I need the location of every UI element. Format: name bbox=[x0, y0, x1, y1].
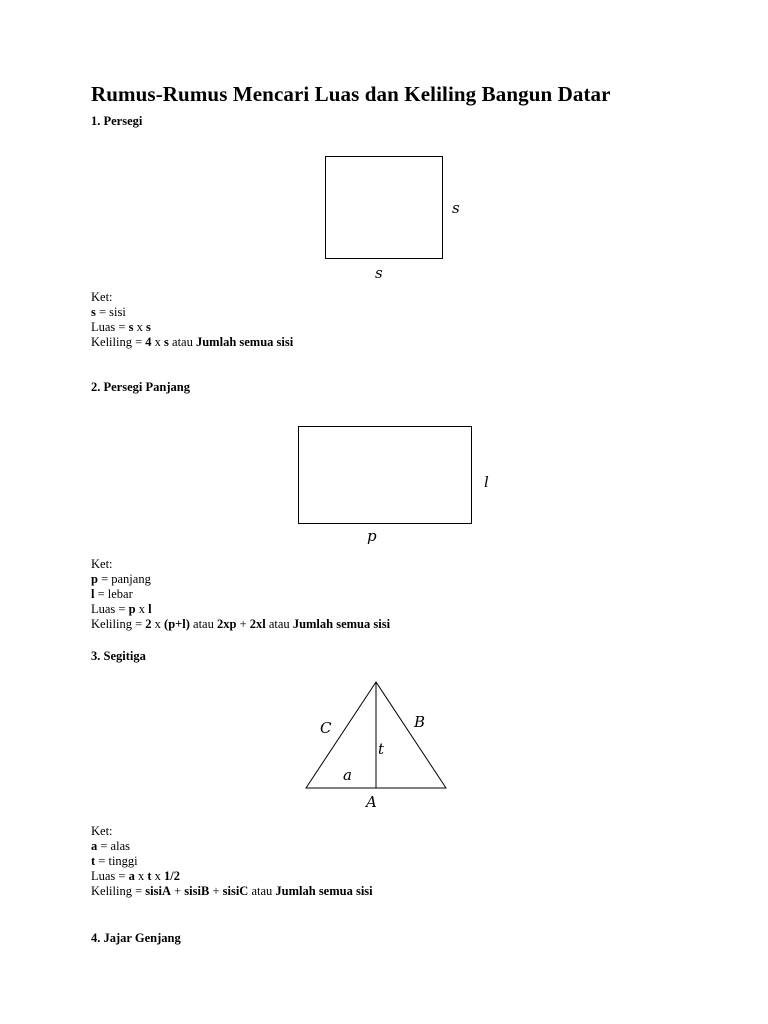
text-run: x bbox=[135, 602, 149, 616]
triangle-base-label: A bbox=[366, 793, 377, 811]
text-run: atau bbox=[189, 617, 217, 631]
section-heading-persegi-panjang: 2. Persegi Panjang bbox=[91, 380, 190, 394]
text-run: = panjang bbox=[97, 572, 151, 586]
square-side-right-label: s bbox=[452, 199, 460, 217]
square-shape bbox=[326, 157, 443, 259]
text-run: Keliling = bbox=[91, 335, 146, 349]
ket-line bbox=[91, 587, 133, 602]
ket-label-persegi-panjang: Ket: bbox=[91, 557, 113, 571]
triangle-side-right-label: B bbox=[414, 713, 426, 731]
bold-text-run: sisiA bbox=[145, 884, 171, 898]
bold-text-run: a bbox=[128, 869, 135, 883]
text-run: = tinggi bbox=[95, 854, 138, 868]
bold-text-run: t bbox=[91, 854, 96, 868]
bold-text-run: Jumlah semua sisi bbox=[292, 617, 391, 631]
text-run: x bbox=[151, 617, 165, 631]
text-run: atau bbox=[248, 884, 276, 898]
bold-text-run: p bbox=[91, 572, 98, 586]
text-run: atau bbox=[265, 617, 293, 631]
bold-text-run: 2 bbox=[145, 617, 152, 631]
bold-text-run: 2xl bbox=[249, 617, 266, 631]
ket-label-persegi: Ket: bbox=[91, 290, 113, 304]
text-run: x bbox=[151, 869, 165, 883]
bold-text-run: l bbox=[91, 587, 95, 601]
rectangle-side-bottom-label: p bbox=[367, 527, 377, 545]
text-run: Luas = bbox=[91, 320, 129, 334]
ket-line bbox=[91, 884, 373, 899]
ket-line bbox=[91, 869, 180, 884]
bold-text-run: l bbox=[148, 602, 152, 616]
ket-label-segitiga: Ket: bbox=[91, 824, 113, 838]
text-run: + bbox=[170, 884, 185, 898]
triangle-height-label: t bbox=[378, 740, 385, 758]
square-side-bottom-label: s bbox=[375, 264, 383, 282]
text-run: Keliling = bbox=[91, 884, 146, 898]
bold-text-run: sisiB bbox=[184, 884, 210, 898]
ket-line bbox=[91, 305, 126, 320]
text-run: Luas = bbox=[91, 602, 129, 616]
text-run: = lebar bbox=[94, 587, 133, 601]
triangle-side-left-label: C bbox=[320, 719, 332, 737]
ket-line bbox=[91, 854, 138, 869]
ket-line bbox=[91, 839, 130, 854]
section-heading-persegi: 1. Persegi bbox=[91, 114, 143, 128]
text-run: x bbox=[151, 335, 165, 349]
bold-text-run: a bbox=[91, 839, 98, 853]
bold-text-run: p bbox=[128, 602, 136, 616]
text-run: + bbox=[209, 884, 223, 898]
rectangle-side-right-label: l bbox=[484, 473, 489, 491]
bold-text-run: Jumlah semua sisi bbox=[275, 884, 373, 898]
bold-text-run: 2xp bbox=[216, 617, 237, 631]
text-run: Keliling = bbox=[91, 617, 146, 631]
ket-line bbox=[91, 572, 151, 587]
ket-line bbox=[91, 602, 152, 617]
bold-text-run: sisiC bbox=[222, 884, 249, 898]
bold-text-run: s bbox=[91, 305, 96, 319]
text-run: + bbox=[236, 617, 250, 631]
text-run: x bbox=[134, 869, 148, 883]
bold-text-run: t bbox=[147, 869, 152, 883]
document-title: Rumus-Rumus Mencari Luas dan Keliling Bangun Datar bbox=[91, 82, 611, 106]
triangle-base-part-label: a bbox=[343, 766, 352, 784]
ket-line bbox=[91, 320, 151, 335]
triangle-shape bbox=[306, 682, 446, 788]
bold-text-run: s bbox=[128, 320, 134, 334]
bold-text-run: s bbox=[164, 335, 169, 349]
text-run: Luas = bbox=[91, 869, 129, 883]
bold-text-run: 4 bbox=[145, 335, 152, 349]
section-heading-jajar-genjang: 4. Jajar Genjang bbox=[91, 931, 181, 945]
bold-text-run: Jumlah semua sisi bbox=[195, 335, 294, 349]
text-run: = sisi bbox=[95, 305, 126, 319]
text-run: atau bbox=[168, 335, 196, 349]
text-run: = alas bbox=[97, 839, 130, 853]
ket-line bbox=[91, 617, 390, 632]
rectangle-shape bbox=[299, 427, 472, 524]
bold-text-run: s bbox=[145, 320, 151, 334]
bold-text-run: 1/2 bbox=[164, 869, 181, 883]
section-heading-segitiga: 3. Segitiga bbox=[91, 649, 146, 663]
text-run: x bbox=[133, 320, 146, 334]
ket-line bbox=[91, 335, 293, 350]
bold-text-run: (p+l) bbox=[164, 617, 190, 631]
